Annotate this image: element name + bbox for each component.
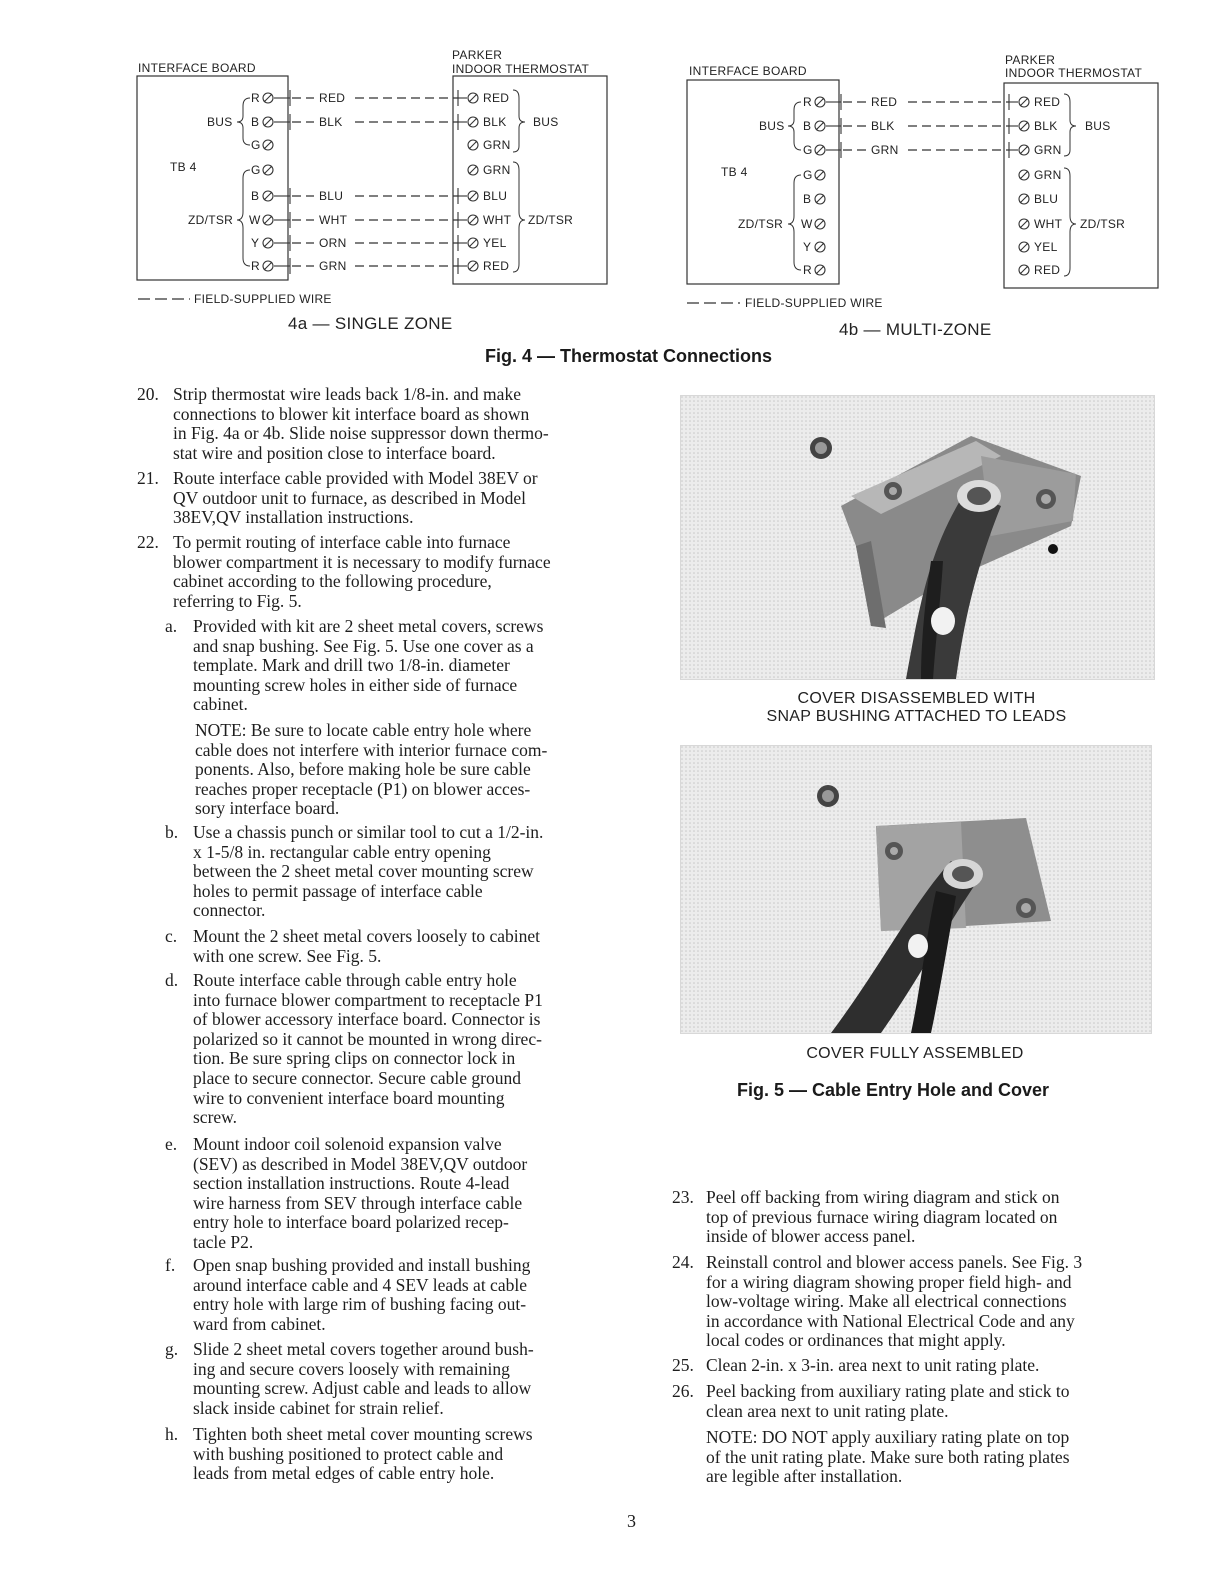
text-line: template. Mark and drill two 1/8-in. diameter: [193, 655, 510, 676]
interface-board-label: INTERFACE BOARD: [689, 64, 807, 78]
step-number: 20.: [137, 384, 159, 404]
text-line: are legible after installation.: [706, 1466, 903, 1487]
thermostat-terminal: WHT: [1034, 217, 1063, 231]
terminal-g: G: [251, 138, 261, 152]
bus-right-label: BUS: [533, 115, 559, 129]
zd-tsr-label: ZD/TSR: [188, 213, 234, 227]
wire-label: WHT: [319, 213, 348, 227]
field-supplied-wire-legend: FIELD-SUPPLIED WIRE: [194, 292, 332, 306]
step-number: 21.: [137, 468, 159, 488]
text-line: wire harness from SEV through interface cable: [193, 1192, 523, 1213]
text-line: inside of blower access panel.: [706, 1226, 916, 1247]
text-line: tion. Be sure spring clips on connector lock in: [193, 1048, 516, 1069]
bus-label: BUS: [207, 115, 233, 129]
text-line: around interface cable and 4 SEV leads at cable: [193, 1274, 527, 1295]
terminal-g: G: [803, 143, 813, 157]
text-line: Tighten both sheet metal cover mounting screws: [193, 1424, 533, 1444]
text-line: Peel backing from auxiliary rating plate and stick to: [706, 1381, 1070, 1401]
terminal-g: G: [251, 163, 261, 177]
thermostat-terminal: RED: [483, 259, 510, 273]
text-line: ponents. Also, before making hole be sure cable: [195, 759, 531, 780]
fig5-title: Fig. 5 — Cable Entry Hole and Cover: [737, 1080, 1050, 1100]
indoor-thermostat-label: INDOOR THERMOSTAT: [1005, 66, 1143, 80]
text-line: clean area next to unit rating plate.: [706, 1400, 949, 1421]
terminal-y: Y: [803, 240, 812, 254]
text-line: into furnace blower compartment to receptacle P1: [193, 989, 543, 1010]
text-line: Mount the 2 sheet metal covers loosely to cabinet: [193, 926, 540, 946]
step-number: 23.: [672, 1187, 694, 1207]
text-line: Use a chassis punch or similar tool to cut a 1/2-in.: [193, 822, 544, 842]
text-line: Open snap bushing provided and install bushing: [193, 1255, 531, 1275]
text-line: cabinet according to the following procedure,: [173, 571, 492, 592]
text-line: QV outdoor unit to furnace, as described in Model: [173, 487, 526, 508]
step-number: 26.: [672, 1381, 694, 1401]
terminal-g: G: [803, 168, 813, 182]
photo2-caption: COVER FULLY ASSEMBLED: [806, 1045, 1024, 1062]
text-line: referring to Fig. 5.: [173, 590, 302, 611]
step-number: d.: [165, 970, 179, 990]
terminal-y: Y: [251, 236, 260, 250]
text-line: of the unit rating plate. Make sure both rating plates: [706, 1446, 1070, 1467]
text-line: with one screw. See Fig. 5.: [193, 945, 382, 966]
thermostat-terminal: RED: [1034, 95, 1061, 109]
text-line: reaches proper receptacle (P1) on blower acces-: [195, 778, 531, 799]
terminal-b: B: [803, 192, 812, 206]
fig4b-caption: 4b — MULTI-ZONE: [839, 320, 992, 339]
text-line: Slide 2 sheet metal covers together around bush-: [193, 1339, 534, 1359]
text-line: and snap bushing. See Fig. 5. Use one cover as a: [193, 635, 534, 656]
terminal-w: W: [801, 217, 813, 231]
text-line: screw.: [193, 1107, 238, 1128]
photo1-caption-line1: COVER DISASSEMBLED WITH: [797, 690, 1036, 707]
text-line: Provided with kit are 2 sheet metal covers, screws: [193, 616, 544, 636]
step-number: g.: [165, 1339, 179, 1359]
tb4-label: TB 4: [721, 165, 748, 179]
wire-label: GRN: [871, 143, 899, 157]
text-line: for a wiring diagram showing proper field high- and: [706, 1271, 1072, 1292]
thermostat-terminal: BLK: [1034, 119, 1058, 133]
text-line: stat wire and position close to interface board.: [173, 442, 496, 463]
indoor-thermostat-label: INDOOR THERMOSTAT: [452, 62, 590, 76]
text-line: cable does not interfere with interior furnace com-: [195, 739, 548, 760]
parker-label: PARKER: [1005, 53, 1056, 67]
step-number: f.: [165, 1255, 176, 1275]
step-number: c.: [165, 926, 178, 946]
text-line: 38EV,QV installation instructions.: [173, 507, 414, 528]
wire-label: ORN: [319, 236, 347, 250]
text-line: Mount indoor coil solenoid expansion valve: [193, 1134, 502, 1154]
text-line: connections to blower kit interface board as shown: [173, 403, 530, 424]
thermostat-terminal: RED: [483, 91, 510, 105]
text-line: local codes or ordinances that might apply.: [706, 1330, 1006, 1351]
text-line: Route interface cable through cable entry hole: [193, 970, 517, 990]
zd-tsr-label: ZD/TSR: [738, 217, 784, 231]
text-line: place to secure connector. Secure cable ground: [193, 1068, 521, 1088]
parker-label: PARKER: [452, 48, 503, 62]
text-line: mounting screw. Adjust cable and leads to allow: [193, 1378, 532, 1399]
step-number: h.: [165, 1424, 179, 1444]
wire-label: BLK: [319, 115, 343, 129]
text-line: x 1-5/8 in. rectangular cable entry opening: [193, 841, 491, 862]
wire-label: RED: [319, 91, 346, 105]
right-column: [660, 0, 1190, 1584]
step-number: 25.: [672, 1355, 694, 1375]
terminal-b: B: [803, 119, 812, 133]
text-line: holes to permit passage of interface cable: [193, 880, 483, 901]
text-line: cabinet.: [193, 694, 248, 715]
text-line: Strip thermostat wire leads back 1/8-in. and make: [173, 384, 521, 404]
text-line: slack inside cabinet for strain relief.: [193, 1397, 444, 1418]
thermostat-terminal: WHT: [483, 213, 512, 227]
step-number: 24.: [672, 1252, 694, 1272]
terminal-b: B: [251, 115, 260, 129]
text-line: in Fig. 4a or 4b. Slide noise suppressor down thermo-: [173, 423, 549, 444]
text-line: entry hole to interface board polarized recep-: [193, 1212, 509, 1233]
bus-right-label: BUS: [1085, 119, 1111, 133]
text-line: wire to convenient interface board mounting: [193, 1087, 505, 1108]
terminal-w: W: [249, 213, 261, 227]
thermostat-terminal: GRN: [1034, 143, 1062, 157]
thermostat-terminal: BLU: [483, 189, 508, 203]
text-line: (SEV) as described in Model 38EV,QV outdoor: [193, 1153, 528, 1174]
wire-label: BLK: [871, 119, 895, 133]
interface-board-label: INTERFACE BOARD: [138, 61, 256, 75]
text-line: blower compartment it is necessary to modify furnace: [173, 551, 551, 572]
text-line: Clean 2-in. x 3-in. area next to unit rating plate.: [706, 1355, 1040, 1375]
page-number: 3: [627, 1511, 636, 1531]
zd-tsr-right-label: ZD/TSR: [1080, 217, 1126, 231]
thermostat-terminal: YEL: [483, 236, 507, 250]
text-line: top of previous furnace wiring diagram located on: [706, 1206, 1058, 1227]
field-supplied-wire-legend: FIELD-SUPPLIED WIRE: [745, 296, 883, 310]
terminal-r: R: [251, 259, 260, 273]
thermostat-terminal: GRN: [483, 138, 511, 152]
text-line: entry hole with large rim of bushing facing out-: [193, 1294, 527, 1315]
fig4-title: Fig. 4 — Thermostat Connections: [485, 346, 773, 366]
thermostat-terminal: YEL: [1034, 240, 1058, 254]
text-line: Peel off backing from wiring diagram and stick on: [706, 1187, 1060, 1207]
text-line: low-voltage wiring. Make all electrical connections: [706, 1291, 1067, 1312]
thermostat-terminal: GRN: [483, 163, 511, 177]
text-line: in accordance with National Electrical Code and any: [706, 1310, 1075, 1331]
text-line: Route interface cable provided with Model 38EV or: [173, 468, 538, 488]
terminal-r: R: [803, 95, 812, 109]
zd-tsr-right-label: ZD/TSR: [528, 213, 574, 227]
step-number: a.: [165, 616, 178, 636]
fig4a-caption: 4a — SINGLE ZONE: [288, 314, 453, 333]
text-line: Reinstall control and blower access panels. See Fig. 3: [706, 1252, 1083, 1272]
thermostat-terminal: GRN: [1034, 168, 1062, 182]
wire-label: BLU: [319, 189, 344, 203]
text-line: NOTE: Be sure to locate cable entry hole where: [195, 720, 532, 740]
text-line: NOTE: DO NOT apply auxiliary rating plate on top: [706, 1427, 1070, 1447]
text-line: between the 2 sheet metal cover mounting screw: [193, 861, 534, 882]
bus-label: BUS: [759, 119, 785, 133]
text-line: ing and secure covers loosely with remaining: [193, 1358, 510, 1379]
text-line: with bushing positioned to protect cable and: [193, 1443, 504, 1464]
text-line: connector.: [193, 900, 266, 921]
terminal-b: B: [251, 189, 260, 203]
text-line: of blower accessory interface board. Connector is: [193, 1009, 541, 1030]
wire-label: RED: [871, 95, 898, 109]
tb4-label: TB 4: [170, 160, 197, 174]
text-line: section installation instructions. Route 4-lead: [193, 1173, 510, 1194]
text-line: ward from cabinet.: [193, 1313, 326, 1334]
text-line: polarized so it cannot be mounted in wrong direc-: [193, 1028, 542, 1049]
thermostat-terminal: BLU: [1034, 192, 1059, 206]
photo1-caption-line2: SNAP BUSHING ATTACHED TO LEADS: [766, 708, 1067, 725]
wire-label: GRN: [319, 259, 347, 273]
terminal-r: R: [803, 263, 812, 277]
thermostat-terminal: BLK: [483, 115, 507, 129]
text-line: To permit routing of interface cable into furnace: [173, 532, 511, 552]
step-number: 22.: [137, 532, 159, 552]
text-line: mounting screw holes in either side of furnace: [193, 674, 518, 695]
thermostat-terminal: RED: [1034, 263, 1061, 277]
step-number: b.: [165, 822, 179, 842]
step-number: e.: [165, 1134, 178, 1154]
terminal-r: R: [251, 91, 260, 105]
text-line: leads from metal edges of cable entry hole.: [193, 1463, 495, 1484]
text-line: tacle P2.: [193, 1232, 254, 1252]
text-line: sory interface board.: [195, 798, 340, 819]
